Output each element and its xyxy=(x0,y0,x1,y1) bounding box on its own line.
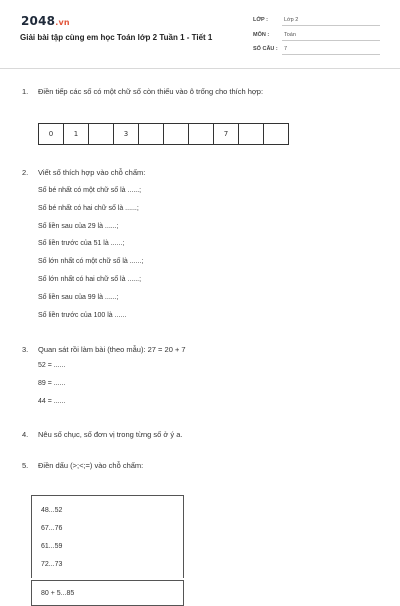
fill-line: 52 = ...... xyxy=(38,362,66,369)
sequence-cell[interactable]: 1 xyxy=(64,124,89,145)
meta-count-value: 7 xyxy=(284,46,288,52)
fill-line: Số liền sau của 29 là ......; xyxy=(38,223,119,230)
meta-divider xyxy=(282,40,380,41)
question-number: 4. xyxy=(22,430,29,439)
sequence-cell[interactable] xyxy=(139,124,164,145)
site-logo[interactable] xyxy=(21,14,70,28)
sequence-cell[interactable]: 3 xyxy=(114,124,139,145)
fill-line: Số liền trước của 100 là ...... xyxy=(38,312,127,319)
meta-class-value: Lớp 2 xyxy=(284,17,299,23)
question-text: Viết số thích hợp vào chỗ chấm: xyxy=(38,168,146,177)
meta-subject-value: Toán xyxy=(284,32,296,38)
sequence-cell[interactable] xyxy=(189,124,214,145)
comparison-line: 61...59 xyxy=(41,543,63,550)
comparison-line: 80 + 5...85 xyxy=(41,590,75,597)
worksheet-header xyxy=(0,0,400,68)
fill-line: Số bé nhất có một chữ số là ......; xyxy=(38,187,142,194)
fill-line: Số lớn nhất có hai chữ số là ......; xyxy=(38,276,142,283)
question-text: Điền dấu (>;<;=) vào chỗ chấm: xyxy=(38,461,144,470)
comparison-line: 72...73 xyxy=(41,561,63,568)
sequence-cell[interactable] xyxy=(89,124,114,145)
question-number: 3. xyxy=(22,345,29,354)
fill-line: Số lớn nhất có một chữ số là ......; xyxy=(38,258,144,265)
question-text: Điền tiếp các số có một chữ số còn thiếu vào ô trống cho thích hợp: xyxy=(38,87,264,96)
number-sequence-table xyxy=(38,123,289,145)
meta-subject-label: MÔN : xyxy=(253,32,270,38)
question-number: 5. xyxy=(22,461,29,470)
sequence-cell[interactable]: 0 xyxy=(39,124,64,145)
logo-number: 2048 xyxy=(21,14,56,28)
sequence-cell[interactable]: 7 xyxy=(214,124,239,145)
worksheet-title: Giải bài tập cùng em học Toán lớp 2 Tuần 1 - Tiết 1 xyxy=(20,33,213,42)
fill-line: 89 = ...... xyxy=(38,380,66,387)
fill-line: Số bé nhất có hai chữ số là ......; xyxy=(38,205,139,212)
logo-domain: .vn xyxy=(55,18,70,27)
meta-class-label: LỚP : xyxy=(253,17,268,23)
sequence-cell[interactable] xyxy=(239,124,264,145)
sequence-cell[interactable] xyxy=(264,124,289,145)
meta-divider xyxy=(282,25,380,26)
table-row xyxy=(39,124,289,145)
question-text: Quan sát rồi làm bài (theo mẫu): 27 = 20 + 7 xyxy=(38,345,186,354)
meta-count-label: SỐ CÂU : xyxy=(253,46,278,52)
sequence-cell[interactable] xyxy=(164,124,189,145)
meta-divider xyxy=(282,54,380,55)
fill-line: 44 = ...... xyxy=(38,398,66,405)
fill-line: Số liền trước của 51 là ......; xyxy=(38,240,125,247)
comparison-line: 48...52 xyxy=(41,507,63,514)
fill-line: Số liền sau của 99 là ......; xyxy=(38,294,119,301)
comparison-line: 67...76 xyxy=(41,525,63,532)
header-divider xyxy=(0,68,400,69)
question-number: 1. xyxy=(22,87,29,96)
question-number: 2. xyxy=(22,168,29,177)
question-text: Nêu số chục, số đơn vị trong từng số ở ý a. xyxy=(38,430,183,439)
